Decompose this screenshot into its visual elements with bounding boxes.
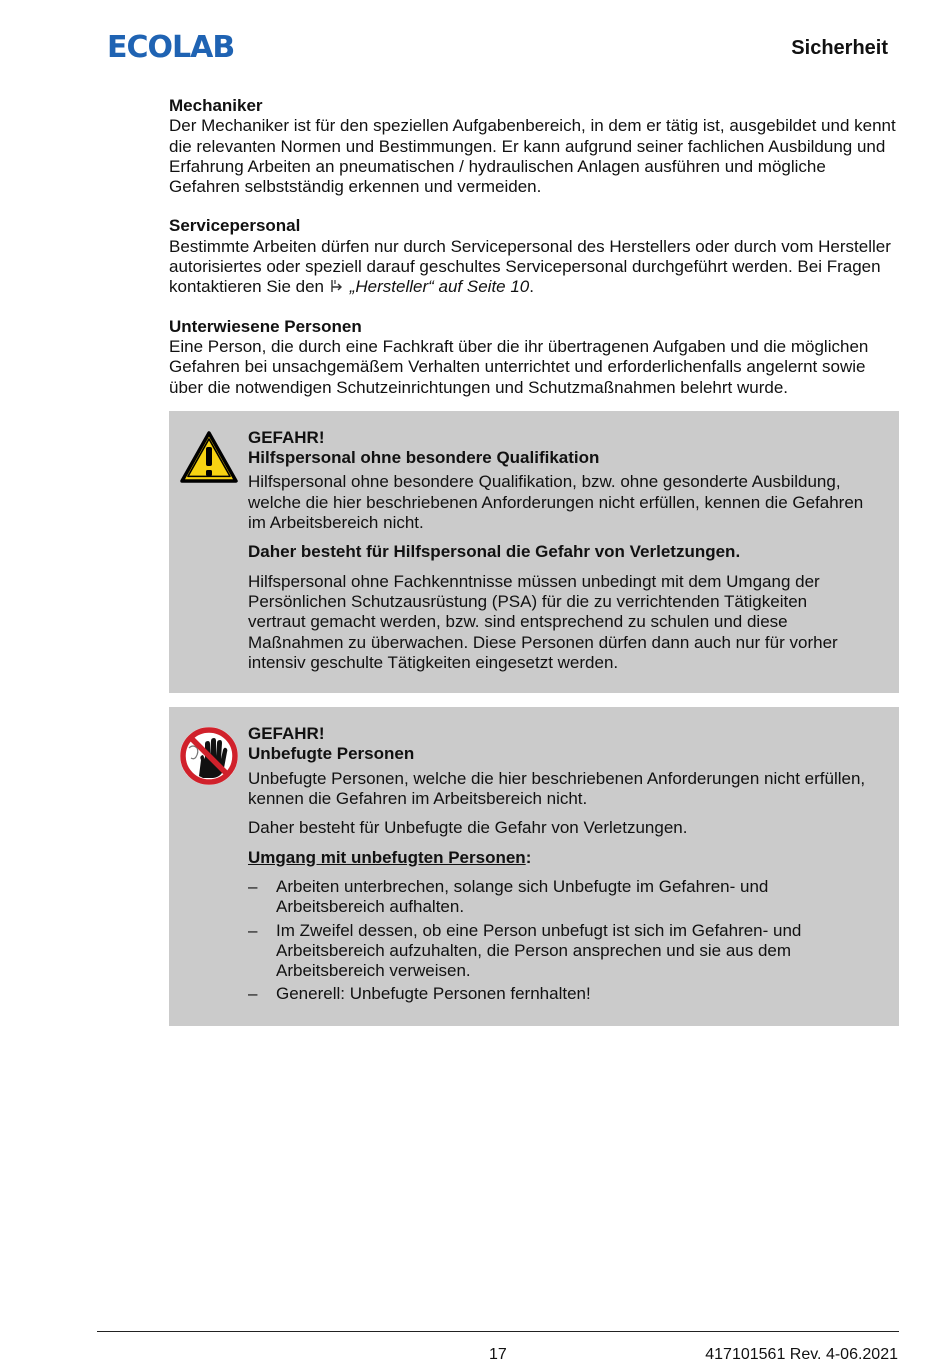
no-access-hand-icon <box>179 726 239 791</box>
page-number: 17 <box>489 1346 507 1363</box>
list-item-text: Generell: Unbefugte Personen fernhalten! <box>276 984 591 1004</box>
warning-text: Unbefugte Personen, welche die hier beschriebenen Anforderungen nicht erfüllen, kennen die Gefahren im Arbeitsbereich nicht. <box>248 768 866 809</box>
cross-reference-link[interactable] <box>329 277 530 296</box>
main-content <box>169 96 899 1026</box>
paragraph-text: Bestimmte Arbeiten dürfen nur durch Servicepersonal des Herstellers oder durch vom Hersteller autorisiertes oder speziell darauf geschultes Servicepersonal durchgeführt werden. Bei Fragen kontaktieren Sie den <box>169 236 891 297</box>
list-item: – Generell: Unbefugte Personen fernhalten! <box>248 984 591 1004</box>
measures-heading-colon: : <box>525 847 532 867</box>
warning-consequence: Daher besteht für Unbefugte die Gefahr von Verletzungen. <box>248 818 688 838</box>
sentence-end: . <box>529 277 534 297</box>
warning-body <box>248 428 869 673</box>
ecolab-logo <box>107 30 257 62</box>
warning-body <box>248 724 869 1005</box>
logo-text: ECOLAB <box>107 30 235 62</box>
list-item-text: Arbeiten unterbrechen, solange sich Unbefugte im Gefahren- und Arbeitsbereich aufhalten. <box>276 876 769 917</box>
paragraph-heading: Mechaniker <box>169 96 263 115</box>
paragraph-unterwiesene <box>169 317 899 398</box>
measures-heading-text: Umgang mit unbefugten Personen <box>248 847 526 867</box>
warning-subtitle: Unbefugte Personen <box>248 744 415 764</box>
document-reference: 417101561 Rev. 4-06.2021 <box>705 1346 898 1363</box>
paragraph-servicepersonal <box>169 216 899 297</box>
paragraph-heading: Servicepersonal <box>169 216 301 236</box>
warning-consequence: Daher besteht für Hilfspersonal die Gefahr von Verletzungen. <box>248 542 741 562</box>
measures-heading <box>248 848 869 868</box>
paragraph-mechaniker <box>169 96 899 197</box>
warning-box-hilfspersonal <box>169 411 899 693</box>
warning-subtitle: Hilfspersonal ohne besondere Qualifikation <box>248 448 600 468</box>
paragraph-heading: Unterwiesene Personen <box>169 316 362 336</box>
paragraph-text: Der Mechaniker ist für den speziellen Aufgabenbereich, in dem er tätig ist, ausgebildet und kennt die relevanten Normen und Bestimmungen. Er kann aufgrund seiner fachlichen Ausbildung und Erfahrung Arbeiten an pneumatischen / hydraulischen Anlagen ausführen und mögliche Gefahren selbstständig erkennen und vermeiden. <box>169 116 896 197</box>
warning-measures: Hilfspersonal ohne Fachkenntnisse müssen unbedingt mit dem Umgang der Persönlichen Schutzausrüstung (PSA) für die zu verrichtenden Tätigkeiten vertraut gemacht werden, bzw. sind entsprechend zu schulen und diese Maßnahmen zu überwachen. Diese Personen dürfen dann auch nur für vorher intensiv geschulte Tätigkeiten eingesetzt werden. <box>248 571 838 672</box>
cross-reference-icon <box>329 278 345 294</box>
measures-list <box>248 877 869 1005</box>
list-item-text: Im Zweifel dessen, ob eine Person unbefugt ist sich im Gefahren- und Arbeitsbereich aufzuhalten, die Person ansprechen und sie aus dem Arbeitsbereich verweisen. <box>276 920 802 981</box>
warning-text: Hilfspersonal ohne besondere Qualifikation, bzw. ohne gesonderte Ausbildung, welche die hier beschriebenen Anforderungen nicht erfüllen, kennen die Gefahren im Arbeitsbereich nicht. <box>248 472 864 533</box>
list-item: – Im Zweifel dessen, ob eine Person unbefugt ist sich im Gefahren- und Arbeitsbereich aufzuhalten, die Person ansprechen und sie aus dem Arbeitsbereich verweisen. <box>248 920 802 981</box>
cross-reference-text: „Hersteller“ auf Seite 10 <box>349 277 530 297</box>
list-item: – Arbeiten unterbrechen, solange sich Unbefugte im Gefahren- und Arbeitsbereich aufhalten. <box>248 876 769 917</box>
paragraph-text: Eine Person, die durch eine Fachkraft über die ihr übertragenen Aufgaben und die möglichen Gefahren bei unsachgemäßem Verhalten unterrichtet und erforderlichenfalls angelernt sowie über die notwendigen Schutzeinrichtungen und Schutzmaßnahmen belehrt wurde. <box>169 336 869 397</box>
paragraph-text-wrap <box>169 237 899 298</box>
warning-title: GEFAHR! <box>248 427 325 447</box>
warning-triangle-icon <box>179 430 239 490</box>
section-title: Sicherheit <box>791 37 888 59</box>
footer-divider <box>97 1331 899 1332</box>
warning-box-unbefugte <box>169 707 899 1026</box>
warning-title: GEFAHR! <box>248 724 325 744</box>
